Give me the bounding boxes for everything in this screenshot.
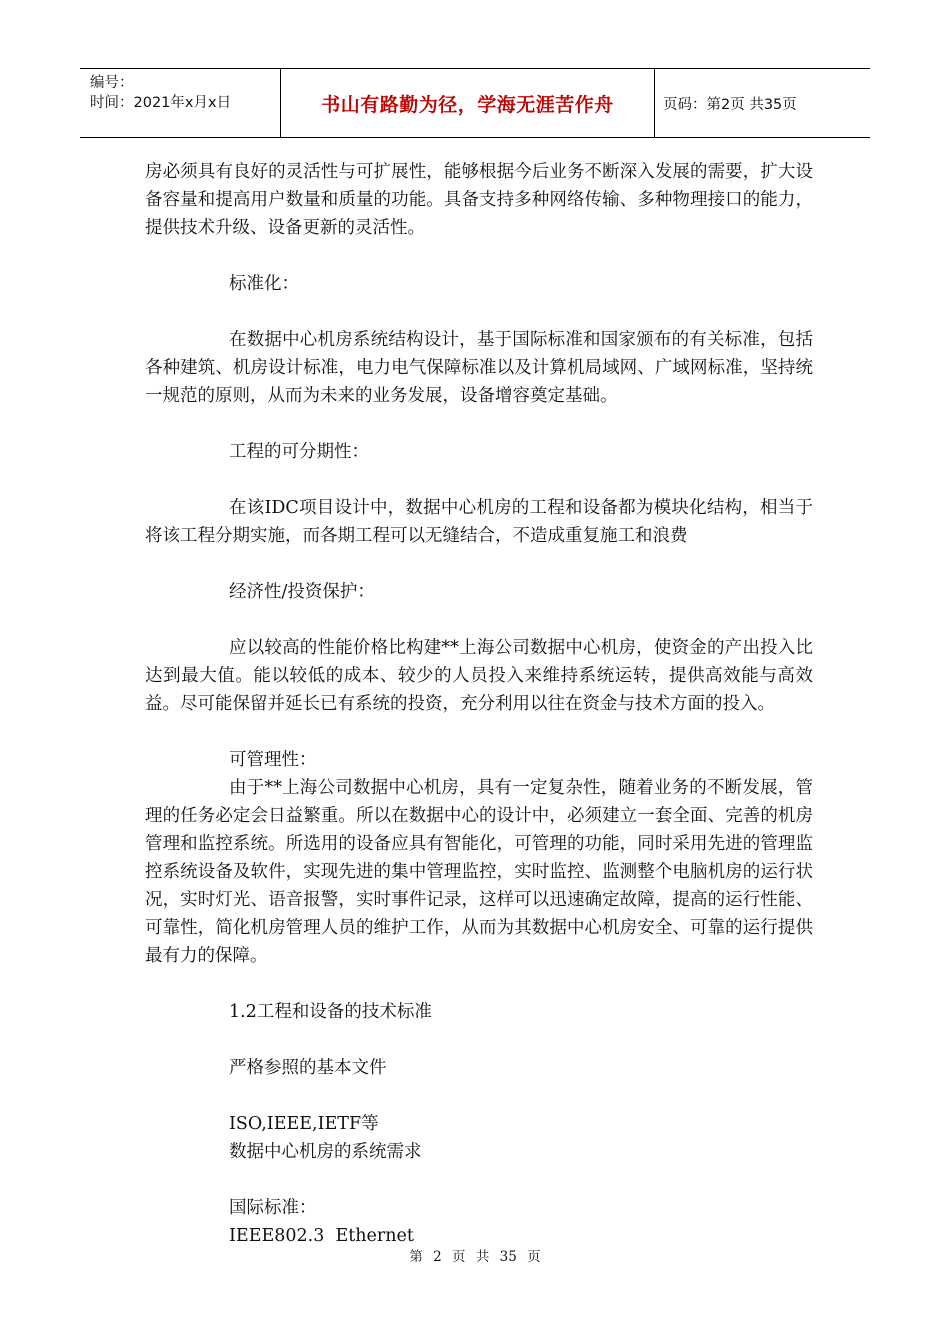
line-iso-ieee-ietf: ISO,IEEE,IETF等 [229,1114,379,1134]
paragraph-manageability: 由于**上海公司数据中心机房，具有一定复杂性，随着业务的不断发展，管理的任务必定会日益繁重。所以在数据中心的设计中，必须建立一套全面、完善的机房管理和监控系统。所选用的设备应具有智能化，可管理的功能，同时采用先进的管理监控系统设备及软件，实现先进的集中管理监控，实时监控、监测整个电脑机房的运行状况，实时灯光、语音报警，实时事件记录，这样可以迅速确定故障，提高的运行性能、可靠性，简化机房管理人员的维护工作，从而为其数据中心机房安全、可靠的运行提供最有力的保障。 [145,778,813,966]
heading-technical-standards: 1.2工程和设备的技术标准 [229,1002,432,1022]
page-footer: 第 2 页 共 35 页 [409,1249,541,1265]
heading-international-standards: 国际标准： [229,1198,317,1218]
line-ieee-8023: IEEE802.3 Ethernet [229,1226,414,1246]
paragraph-standardization: 在数据中心机房系统结构设计，基于国际标准和国家颁布的有关标准，包括各种建筑、机房设计标准，电力电气保障标准以及计算机局域网、广域网标准，坚持统一规范的原则，从而为未来的业务发展，设备增容奠定基础。 [145,330,813,406]
header-motto: 书山有路勤为径，学海无涯苦作舟 [281,69,655,137]
document-body [145,158,813,1250]
paragraph-phasing: 在该IDC项目设计中，数据中心机房的工程和设备都为模块化结构，相当于将该工程分期实施，而各期工程可以无缝结合，不造成重复施工和浪费 [145,498,813,546]
heading-standardization: 标准化： [229,274,299,294]
header-page-info: 页码：第2页 共35页 [663,96,797,113]
paragraph-flexibility: 房必须具有良好的灵活性与可扩展性，能够根据今后业务不断深入发展的需要，扩大设备容量和提高用户数量和质量的功能。具备支持多种网络传输、多种物理接口的能力，提供技术升级、设备更新的灵活性。 [145,162,813,238]
page-header [80,68,870,138]
time-label: 时间：2021年x月x日 [90,95,232,111]
header-meta [80,69,281,137]
heading-manageability: 可管理性： [229,750,317,770]
heading-basic-documents: 严格参照的基本文件 [229,1058,387,1078]
line-system-requirements: 数据中心机房的系统需求 [229,1142,422,1162]
paragraph-economy: 应以较高的性能价格比构建**上海公司数据中心机房，使资金的产出投入比达到最大值。能以较低的成本、较少的人员投入来维持系统运转，提供高效能与高效益。尽可能保留并延长已有系统的投资，充分利用以往在资金与技术方面的投入。 [145,638,813,714]
heading-phasing: 工程的可分期性： [229,442,369,462]
heading-economy: 经济性/投资保护： [229,582,375,602]
number-label: 编号： [90,75,134,91]
